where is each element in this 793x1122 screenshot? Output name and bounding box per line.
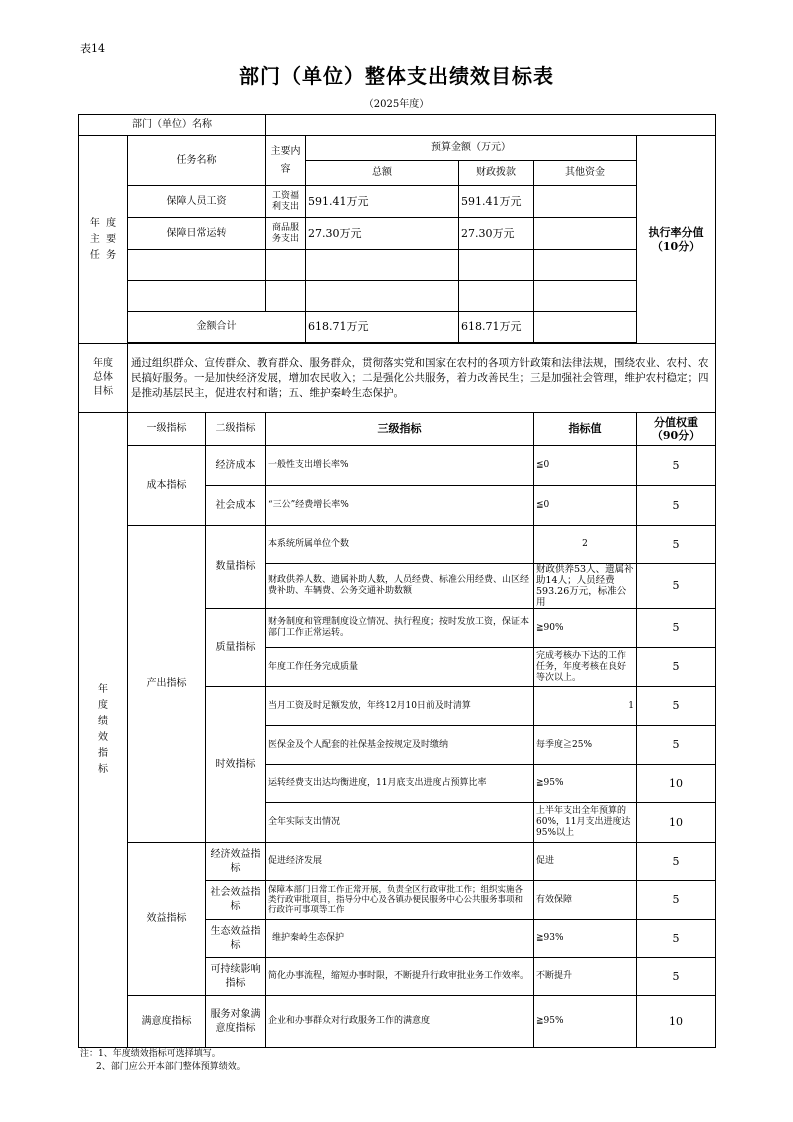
performance-target-table xyxy=(78,114,716,1048)
level3-cell: “三公”经费增长率% xyxy=(266,486,534,526)
task-name: 保障人员工资 xyxy=(128,186,266,218)
level3-cell: 一般性支出增长率% xyxy=(266,446,534,486)
score-cell: 5 xyxy=(637,564,716,609)
score-cell: 10 xyxy=(637,765,716,803)
score-cell: 5 xyxy=(637,726,716,765)
level2-cell: 数量指标 xyxy=(206,526,266,609)
level3-cell: 保障本部门日常工作正常开展，负责全区行政审批工作；组织实施各类行政审批项目，指导分中心及各镇办便民服务中心公共服务事项和行政许可事项等工作 xyxy=(266,881,534,920)
task-row-empty xyxy=(79,281,716,312)
level3-cell: 企业和办事群众对行政服务工作的满意度 xyxy=(266,996,534,1048)
task-content: 商品服务支出 xyxy=(266,218,306,250)
perf-section-label: 年 度 绩 效 指 标 xyxy=(79,413,128,1048)
level2-cell: 服务对象满意度指标 xyxy=(206,996,266,1048)
level2-cell: 质量指标 xyxy=(206,609,266,687)
value-cell: ≦0 xyxy=(534,486,637,526)
value-header: 指标值 xyxy=(534,413,637,446)
task-fiscal: 591.41万元 xyxy=(459,186,534,218)
footnote: 注：1、年度绩效指标可选择填写。 xyxy=(80,1049,221,1059)
value-cell: 每季度≧25% xyxy=(534,726,637,765)
level1-output: 产出指标 xyxy=(128,526,206,843)
footnotes xyxy=(80,1048,246,1074)
table-number: 表14 xyxy=(80,42,105,55)
value-cell: 上半年支出全年预算的60%，11月支出进度达95%以上 xyxy=(534,803,637,843)
goal-label: 年度 总体 目标 xyxy=(79,344,128,413)
level3-cell: 当月工资及时足额发放，年终12月10日前及时清算 xyxy=(266,687,534,726)
task-fiscal: 27.30万元 xyxy=(459,218,534,250)
footnote: 2、部门应公开本部门整体预算绩效。 xyxy=(96,1062,246,1072)
sum-total: 618.71万元 xyxy=(306,312,459,343)
level1-benefit: 效益指标 xyxy=(128,843,206,996)
score-cell: 5 xyxy=(637,687,716,726)
value-cell: 完成考核办下达的工作任务，年度考核在良好等次以上。 xyxy=(534,648,637,687)
score-cell: 5 xyxy=(637,648,716,687)
sum-label: 金额合计 xyxy=(128,312,306,343)
tasks-section-label: 年 度 主 要 任 务 xyxy=(79,136,128,344)
level1-cost: 成本指标 xyxy=(128,446,206,526)
task-row-empty xyxy=(79,250,716,281)
level2-cell: 社会效益指标 xyxy=(206,881,266,920)
level3-cell: 年度工作任务完成质量 xyxy=(266,648,534,687)
value-cell: 2 xyxy=(534,526,637,564)
level2-cell: 可持续影响指标 xyxy=(206,958,266,996)
score-cell: 5 xyxy=(637,526,716,564)
level2-header: 二级指标 xyxy=(206,413,266,446)
level1-header: 一级指标 xyxy=(128,413,206,446)
task-other xyxy=(534,218,637,250)
table-row xyxy=(79,446,716,486)
score-cell: 10 xyxy=(637,803,716,843)
score-cell: 5 xyxy=(637,609,716,648)
value-cell: ≦0 xyxy=(534,446,637,486)
level2-cell: 生态效益指标 xyxy=(206,920,266,958)
total-header: 总额 xyxy=(306,161,459,186)
task-total: 27.30万元 xyxy=(306,218,459,250)
score-cell: 5 xyxy=(637,920,716,958)
value-cell: 财政供养53人、遗属补助14人；人员经费593.26万元，标准公用 xyxy=(534,564,637,609)
score-cell: 5 xyxy=(637,446,716,486)
level3-cell: 本系统所属单位个数 xyxy=(266,526,534,564)
exec-rate-label: 执行率分值 （10分） xyxy=(637,136,716,344)
dept-name-label: 部门（单位）名称 xyxy=(79,115,266,136)
value-cell: 促进 xyxy=(534,843,637,881)
sum-other xyxy=(534,312,637,343)
page-title: 部门（单位）整体支出绩效目标表 xyxy=(239,64,554,88)
level1-satisfaction: 满意度指标 xyxy=(128,996,206,1048)
value-cell: ≧93% xyxy=(534,920,637,958)
value-cell: ≧95% xyxy=(534,765,637,803)
task-name: 保障日常运转 xyxy=(128,218,266,250)
score-cell: 5 xyxy=(637,843,716,881)
task-row xyxy=(79,186,716,218)
level3-cell: 医保金及个人配套的社保基金按规定及时缴纳 xyxy=(266,726,534,765)
level3-cell: 运转经费支出达均衡进度，11月底支出进度占预算比率 xyxy=(266,765,534,803)
level3-cell: 简化办事流程，缩短办事时限，不断提升行政审批业务工作效率。 xyxy=(266,958,534,996)
task-name-header: 任务名称 xyxy=(128,136,266,186)
fiscal-header: 财政拨款 xyxy=(459,161,534,186)
level2-cell: 社会成本 xyxy=(206,486,266,526)
value-cell: ≧95% xyxy=(534,996,637,1048)
task-content-header: 主要内容 xyxy=(266,136,306,186)
dept-name-value xyxy=(266,115,716,136)
budget-header: 预算金额（万元） xyxy=(306,136,637,161)
level3-cell: 促进经济发展 xyxy=(266,843,534,881)
value-cell: 不断提升 xyxy=(534,958,637,996)
value-cell: ≧90% xyxy=(534,609,637,648)
table-row xyxy=(79,526,716,564)
task-row xyxy=(79,218,716,250)
value-cell: 1 xyxy=(534,687,637,726)
other-funds-header: 其他资金 xyxy=(534,161,637,186)
task-content: 工资福利支出 xyxy=(266,186,306,218)
level3-header: 三级指标 xyxy=(266,413,534,446)
level2-cell: 经济效益指标 xyxy=(206,843,266,881)
score-header: 分值权重 （90分） xyxy=(637,413,716,446)
score-cell: 5 xyxy=(637,958,716,996)
level3-cell: 全年实际支出情况 xyxy=(266,803,534,843)
level3-cell: 财政供养人数、遗属补助人数，人员经费、标准公用经费、山区经费补助、车辆费、公务交通补助数额 xyxy=(266,564,534,609)
score-cell: 10 xyxy=(637,996,716,1048)
level2-cell: 经济成本 xyxy=(206,446,266,486)
level2-cell: 时效指标 xyxy=(206,687,266,843)
task-other xyxy=(534,186,637,218)
score-cell: 5 xyxy=(637,486,716,526)
table-row xyxy=(79,996,716,1048)
table-row xyxy=(79,843,716,881)
fiscal-year: （2025年度） xyxy=(363,99,430,110)
task-total: 591.41万元 xyxy=(306,186,459,218)
level3-cell: 维护秦岭生态保护 xyxy=(266,920,534,958)
value-cell: 有效保障 xyxy=(534,881,637,920)
score-cell: 5 xyxy=(637,881,716,920)
level3-cell: 财务制度和管理制度设立情况、执行程度；按时发放工资，保证本部门工作正常运转。 xyxy=(266,609,534,648)
sum-fiscal: 618.71万元 xyxy=(459,312,534,343)
goal-text: 通过组织群众、宣传群众、教育群众、服务群众，贯彻落实党和国家在农村的各项方针政策和法律法规，围绕农业、农村、农民搞好服务。一是加快经济发展，增加农民收入；二是强化公共服务，着力改善民生；三是加强社会管理，维护农村稳定；四是推动基层民主，促进农村和谐；五、维护秦岭生态保护。 xyxy=(128,344,716,413)
